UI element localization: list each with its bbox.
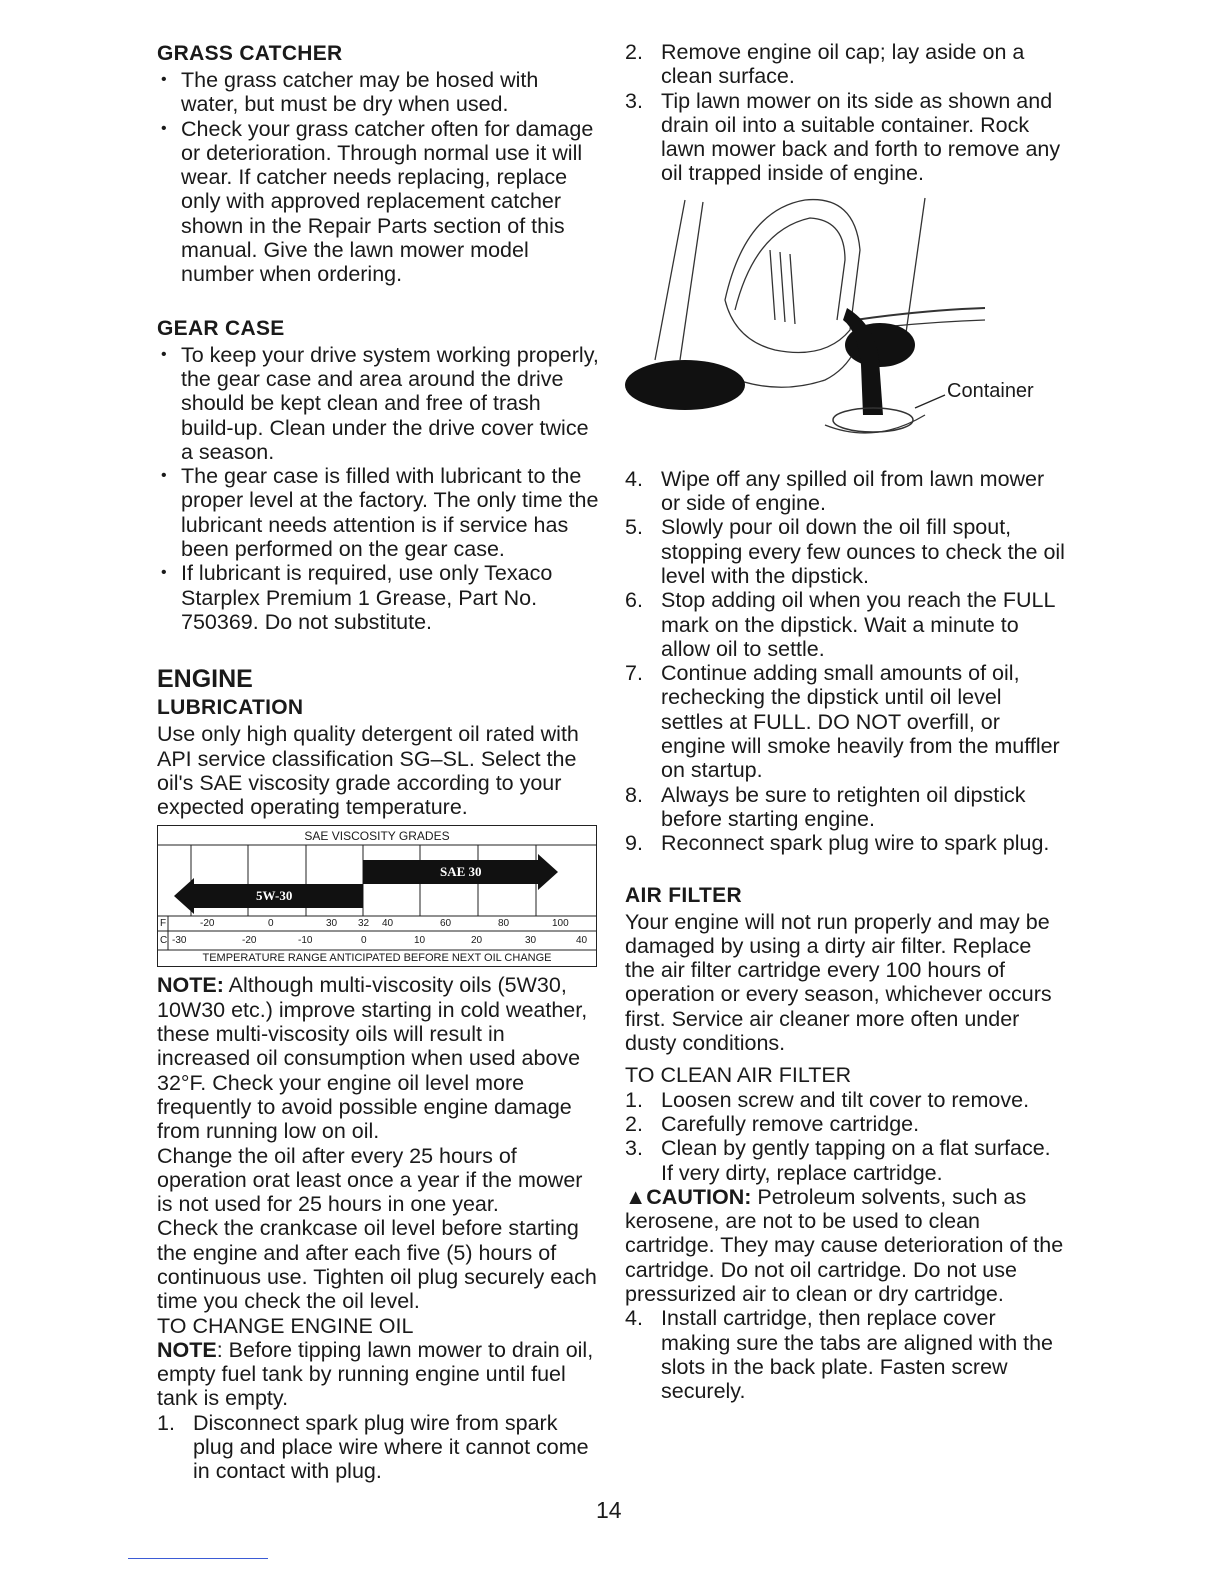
step-number: 3. bbox=[625, 1136, 643, 1161]
list-item: • To keep your drive system working properly, the gear case and area around the drive should be kept clean and free of trash build-up. Clean under the drive cover twice a season. bbox=[157, 343, 599, 464]
list-item: • The grass catcher may be hosed with water, but must be dry when used. bbox=[157, 68, 599, 117]
lubrication-heading: LUBRICATION bbox=[157, 696, 304, 720]
step-number: 3. bbox=[625, 88, 643, 113]
container-label: Container bbox=[947, 379, 1034, 402]
list-item bbox=[625, 1112, 1065, 1136]
list-item: • Check your grass catcher often for damage or deterioration. Through normal use it will wear. If catcher needs replacing, replace only with approved replacement catcher shown in the Repair Parts section of this manual. Give the lawn mower model number when ordering. bbox=[157, 117, 599, 287]
list-item bbox=[625, 515, 1065, 588]
step-number: 2. bbox=[625, 40, 643, 64]
lubrication-text: Use only high quality detergent oil rated with API service classification SG–SL. Select the oil's SAE viscosity grade according to your expected operating temperature. bbox=[157, 722, 579, 820]
step-text: Clean by gently tapping on a flat surface. If very dirty, replace cartridge. bbox=[661, 1136, 1051, 1185]
list-item bbox=[625, 40, 1065, 89]
step-number: 4. bbox=[625, 466, 643, 491]
check-level-text: Check the crankcase oil level before starting the engine and after each five (5) hours of continuous use. Tighten oil plug securely each time you check the oil level. bbox=[157, 1216, 597, 1314]
f-tick: 100 bbox=[552, 918, 569, 930]
air-filter-heading: AIR FILTER bbox=[625, 883, 742, 907]
list-item bbox=[625, 831, 1065, 855]
left-column bbox=[157, 40, 599, 1484]
page-number: 14 bbox=[596, 1497, 622, 1523]
mower-tipped-illustration bbox=[625, 190, 1065, 465]
step-text: Install cartridge, then replace cover making sure the tabs are aligned with the slots in the back plate. Fasten screw securely. bbox=[661, 1306, 1054, 1404]
f-tick: -20 bbox=[200, 918, 215, 930]
f-label: F bbox=[160, 918, 167, 930]
warning-icon: ▲ bbox=[625, 1184, 647, 1209]
gear-case-list bbox=[157, 343, 599, 635]
list-item bbox=[625, 1306, 1065, 1403]
c-label: C bbox=[160, 935, 168, 947]
step-text: Tip lawn mower on its side as shown and drain oil into a suitable container. Rock lawn mower back and forth to remove any oil trapped inside of engine. bbox=[661, 88, 1061, 186]
caution-paragraph bbox=[625, 1185, 1065, 1306]
f-tick: 60 bbox=[440, 918, 452, 930]
step-number: 6. bbox=[625, 588, 643, 613]
step-number: 7. bbox=[625, 661, 643, 686]
step-text: Stop adding oil when you reach the FULL mark on the dipstick. Wait a minute to allow oil to settle. bbox=[661, 588, 1055, 661]
c-tick: -30 bbox=[172, 935, 187, 947]
clean-steps bbox=[625, 1088, 1065, 1185]
list-item bbox=[625, 89, 1065, 186]
list-item bbox=[625, 661, 1065, 782]
list-item bbox=[625, 1088, 1065, 1112]
note-text: Although multi-viscosity oils (5W30, 10W30 etc.) improve starting in cold weather, these multi-viscosity oils will result in increased oil consumption when used above 32°F. Check your engine oil level more frequently to avoid possible engine damage from running low on oil. bbox=[157, 973, 588, 1144]
step-text: Disconnect spark plug wire from spark plug and place wire where it cannot come in contact with plug. bbox=[193, 1410, 589, 1484]
gear-case-heading: GEAR CASE bbox=[157, 316, 285, 340]
note2-paragraph bbox=[157, 1338, 599, 1411]
list-item bbox=[157, 1411, 599, 1484]
sae-viscosity-chart bbox=[157, 825, 597, 967]
step-number: 2. bbox=[625, 1111, 643, 1136]
step-number: 1. bbox=[157, 1410, 175, 1435]
change-oil-heading: TO CHANGE ENGINE OIL bbox=[157, 1313, 414, 1338]
c-tick: 20 bbox=[471, 935, 483, 947]
note-paragraph bbox=[157, 973, 599, 1143]
note2-text: : Before tipping lawn mower to drain oil, empty fuel tank by running engine until fuel tank is empty. bbox=[157, 1337, 594, 1411]
c-tick: 30 bbox=[525, 935, 537, 947]
note2-label: NOTE bbox=[157, 1337, 217, 1362]
engine-heading: ENGINE bbox=[157, 665, 253, 694]
c-tick: 0 bbox=[361, 935, 367, 947]
c-tick: 40 bbox=[576, 935, 588, 947]
oil-steps-top bbox=[625, 40, 1065, 186]
f-tick: 30 bbox=[326, 918, 338, 930]
step-text: Carefully remove cartridge. bbox=[661, 1111, 920, 1136]
step-text: Reconnect spark plug wire to spark plug. bbox=[661, 831, 1050, 856]
step-number: 9. bbox=[625, 831, 643, 856]
list-item bbox=[625, 588, 1065, 661]
chart-title: SAE VISCOSITY GRADES bbox=[304, 829, 450, 844]
c-tick: 10 bbox=[414, 935, 426, 947]
fahrenheit-row bbox=[158, 917, 596, 931]
list-item bbox=[625, 467, 1065, 516]
caution-label: CAUTION: bbox=[646, 1184, 752, 1209]
list-item bbox=[625, 1136, 1065, 1185]
grass-catcher-heading: GRASS CATCHER bbox=[157, 42, 343, 65]
clean-steps-final bbox=[625, 1306, 1065, 1403]
step-text: Slowly pour oil down the oil fill spout, stopping every few ounces to check the oil level with the dipstick. bbox=[661, 515, 1065, 588]
wheel-left bbox=[625, 360, 745, 410]
caution-text: Petroleum solvents, such as kerosene, are not to be used to clean cartridge. They may cause deterioration of the cartridge. Do not oil cartridge. Do not use pressurized air to clean or dry cartridge. bbox=[625, 1184, 1064, 1306]
chart-footer: TEMPERATURE RANGE ANTICIPATED BEFORE NEXT OIL CHANGE bbox=[202, 952, 552, 965]
f-tick: 80 bbox=[498, 918, 510, 930]
5w30-label: 5W-30 bbox=[256, 888, 293, 904]
change-oil-steps bbox=[157, 1411, 599, 1484]
step-text: Loosen screw and tilt cover to remove. bbox=[661, 1087, 1030, 1112]
f-tick: 40 bbox=[382, 918, 394, 930]
c-tick: -20 bbox=[242, 935, 257, 947]
step-number: 4. bbox=[625, 1306, 643, 1331]
change-interval-text: Change the oil after every 25 hours of operation orat least once a year if the mower is not used for 25 hours in one year. bbox=[157, 1143, 583, 1217]
right-column bbox=[625, 40, 1065, 1403]
step-text: Wipe off any spilled oil from lawn mower or side of engine. bbox=[661, 466, 1045, 516]
step-text: Always be sure to retighten oil dipstick before starting engine. bbox=[661, 782, 1026, 831]
step-number: 1. bbox=[625, 1087, 643, 1112]
f-tick: 0 bbox=[268, 918, 274, 930]
celsius-row bbox=[158, 934, 596, 948]
list-item: • If lubricant is required, use only Texaco Starplex Premium 1 Grease, Part No. 750369. Do not substitute. bbox=[157, 561, 599, 634]
note-label: NOTE: bbox=[157, 973, 224, 998]
list-item: • The gear case is filled with lubricant to the proper level at the factory. The only time the lubricant needs attention is if service has been performed on the gear case. bbox=[157, 464, 599, 561]
air-filter-text: Your engine will not run properly and may be damaged by using a dirty air filter. Replace the air filter cartridge every 100 hours of operation or every season, whichever occurs first. Service air cleaner more often under dusty conditions. bbox=[625, 909, 1052, 1056]
sae30-label: SAE 30 bbox=[440, 864, 482, 880]
step-number: 5. bbox=[625, 515, 643, 540]
step-text: Remove engine oil cap; lay aside on a clean surface. bbox=[661, 40, 1025, 89]
step-number: 8. bbox=[625, 782, 643, 807]
f-tick: 32 bbox=[358, 918, 370, 930]
footer-divider bbox=[128, 1558, 268, 1559]
oil-steps-bottom bbox=[625, 467, 1065, 856]
list-item bbox=[625, 783, 1065, 832]
step-text: Continue adding small amounts of oil, rechecking the dipstick until oil level settles at FULL. DO NOT overfill, or engine will smoke heavily from the muffler on startup. bbox=[661, 661, 1060, 783]
c-tick: -10 bbox=[298, 935, 313, 947]
clean-air-filter-heading: TO CLEAN AIR FILTER bbox=[625, 1063, 852, 1088]
oil-drain-illustration bbox=[625, 190, 1065, 465]
grass-catcher-list bbox=[157, 68, 599, 287]
